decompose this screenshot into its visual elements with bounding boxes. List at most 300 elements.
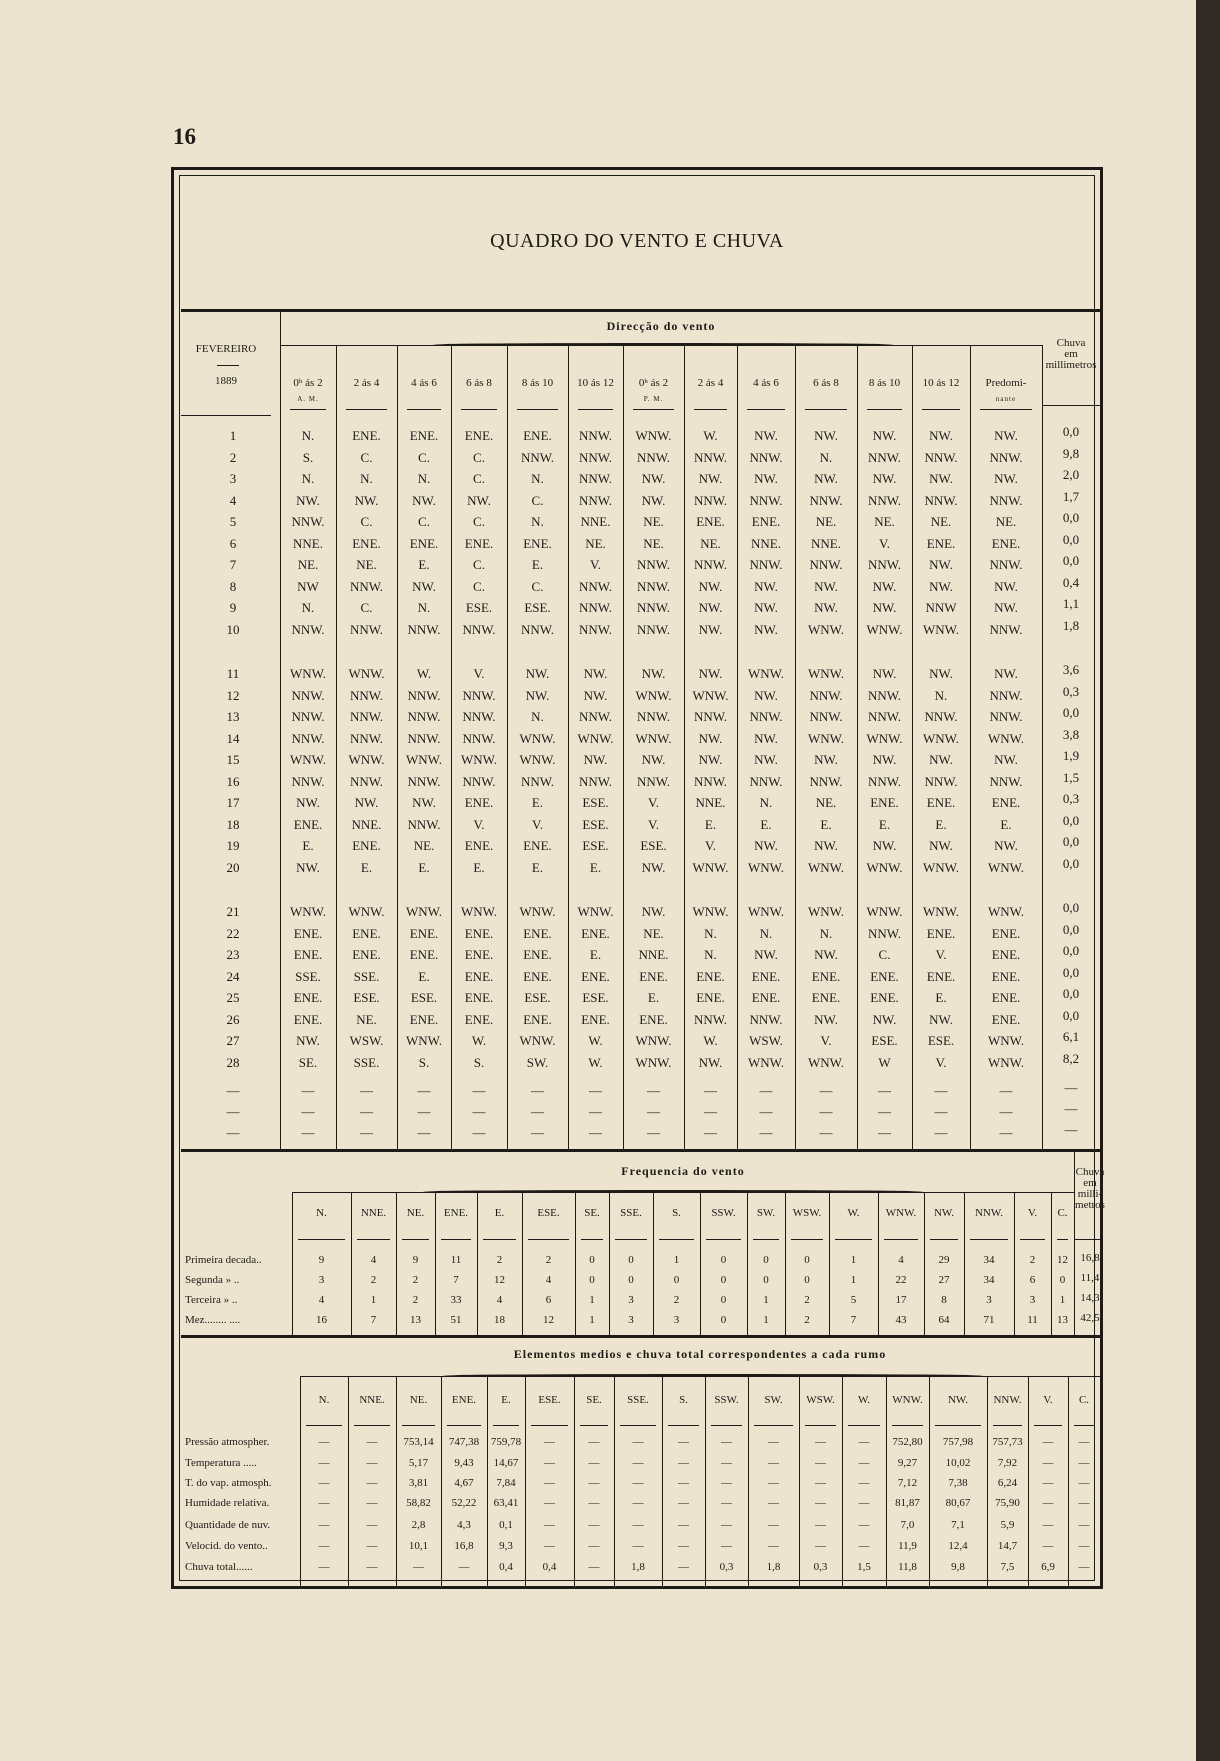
direction-cell: NW. [698,621,723,637]
empty-dash: — [360,1125,373,1140]
day-number: 3 [229,471,237,486]
elements-cell: — [366,1436,378,1448]
direction-cell: NE. [643,535,664,551]
direction-cell: NNW. [867,687,902,703]
elements-cell: 14,7 [997,1540,1018,1552]
frequency-cell: 13 [410,1314,421,1326]
direction-cell: WNW. [635,428,672,443]
elements-cell: — [678,1540,689,1552]
frequency-cell: 2 [496,1254,503,1266]
frequency-cell: 2 [370,1274,377,1286]
elements-cell: — [768,1477,779,1489]
direction-cell: ENE. [523,535,552,551]
frequency-column-header: WSW. [792,1207,822,1219]
elements-cell: 0,4 [542,1561,557,1573]
frequency-cell: 7 [850,1314,857,1326]
section-rule [181,1149,1100,1152]
direction-cell: C. [418,514,430,529]
day-number: 1 [229,428,237,443]
direction-cell: ENE. [409,428,439,443]
direction-cell: NE. [643,514,664,529]
direction-cell: NNW. [636,449,671,465]
direction-cell: ENE. [991,947,1021,962]
direction-cell: NNE. [695,795,726,810]
direction-cell: WNW. [692,859,729,875]
direction-cell: ENE. [523,947,552,962]
elements-cell: 7,12 [897,1477,918,1489]
direction-cell: ENE. [464,1011,494,1027]
empty-dash: — [999,1125,1013,1140]
empty-dash: — [472,1104,486,1119]
direction-cell: WNW. [748,859,784,875]
direction-cell: C. [360,514,373,529]
direction-cell: ENE. [696,968,725,984]
header-underline [407,409,441,410]
direction-cell: NNW. [578,773,613,789]
column-rule [912,345,913,1149]
direction-cell: NW. [872,752,897,767]
day-number: 23 [226,947,240,962]
direction-cell: NW. [929,471,953,486]
direction-cell: NNW. [749,773,783,789]
direction-cell: ESE. [524,600,551,615]
frequency-cell: 43 [895,1314,907,1326]
frequency-cell: 9 [412,1254,419,1266]
direction-cell: NW. [754,578,778,594]
direction-cell: WNW. [923,859,959,875]
header-underline [461,409,497,410]
direction-cell: ENE. [352,535,381,551]
elements-cell: — [1078,1540,1090,1552]
direction-cell: NNW. [407,773,441,789]
elements-cell: 757,98 [942,1436,974,1448]
elements-row-label: Velocid. do vento.. [185,1540,268,1552]
direction-cell: NE. [700,535,721,551]
header-underline [620,1425,656,1426]
direction-cell: NW. [354,795,379,810]
elements-cell: — [632,1457,644,1469]
month-label: FEVEREIRO [195,343,257,355]
elements-cell: — [858,1457,870,1469]
frequency-row-label: Terceira » .. [185,1294,238,1306]
rain-cell: 0,4 [1062,574,1080,590]
elements-cell: — [1078,1519,1090,1531]
direction-cell: WNW. [988,1054,1024,1070]
direction-cell: NNW. [291,621,325,637]
direction-cell: N. [759,795,773,810]
direction-cell: NW. [698,1054,723,1070]
direction-cell: ENE. [409,1011,439,1027]
direction-cell: WNW. [923,730,959,746]
direction-cell: C. [473,557,485,572]
elements-cell: — [1042,1497,1054,1509]
day-number: 6 [229,535,237,551]
direction-cell: NNW. [809,557,843,572]
header-underline [441,1239,471,1240]
day-number: 15 [226,752,240,767]
direction-cell: WNW. [635,687,672,703]
table-frame [171,167,1103,1589]
empty-dash: — [472,1083,486,1098]
day-number: 10 [226,621,240,637]
direction-cell: ENE. [409,535,439,551]
frequency-cell: 1 [370,1294,377,1306]
direction-cell: E. [704,816,717,832]
elements-column-header: ENE. [451,1394,477,1406]
frequency-cell: 1 [763,1294,769,1306]
header-underline [633,409,674,410]
elements-column-header: S. [679,1394,688,1406]
header-underline [615,1239,647,1240]
direction-cell: WNW. [988,904,1024,919]
rain-cell: 0,0 [1062,964,1080,980]
direction-cell: WNW. [348,666,385,681]
elements-cell: — [318,1519,330,1531]
empty-dash: — [759,1104,773,1119]
elements-cell: 3,81 [408,1477,429,1489]
empty-dash: — [531,1083,544,1098]
direction-cell: E. [589,859,602,875]
direction-cell: E. [589,947,602,962]
direction-cell: NW. [872,1011,897,1027]
direction-cell: WNW. [923,904,959,919]
direction-cell: NW. [641,471,666,486]
direction-cell: NNW. [867,925,902,941]
frequency-column-header: NW. [933,1207,955,1219]
direction-cell: NNW. [462,709,496,724]
empty-dash: — [417,1125,431,1140]
direction-cell: NW. [814,752,838,767]
direction-cell: ENE. [523,968,552,984]
rain-cell: 0,0 [1062,812,1080,828]
elements-cell: — [1042,1457,1054,1469]
header-underline [493,1425,519,1426]
elements-cell: — [632,1540,644,1552]
empty-dash: — [999,1083,1013,1098]
direction-cell: NW. [814,428,838,443]
frequency-column-header: SW. [756,1207,776,1219]
direction-cell: ENE. [464,838,494,853]
direction-cell: NNW. [809,709,843,724]
elements-cell: — [1078,1457,1090,1469]
direction-column-header: 10 ás 12 [922,377,960,389]
direction-cell: ENE. [926,925,956,941]
direction-cell: ENE. [811,968,841,984]
header-underline [290,409,326,410]
direction-cell: NNW. [867,492,902,508]
direction-column-header: 4 ás 6 [753,377,779,389]
frequency-cell: 3 [628,1294,634,1306]
rule [292,1192,1074,1193]
direction-cell: NW. [412,795,436,810]
direction-cell: WSW. [749,1033,783,1048]
frequency-cell: 13 [1057,1314,1068,1326]
direction-cell: WNW. [519,752,556,767]
elements-column-header: E. [501,1394,511,1406]
elements-cell: — [1078,1477,1090,1489]
column-rule [280,345,281,1149]
frequency-column-header: NNE. [360,1207,387,1219]
rule [300,1376,1100,1377]
direction-cell: NE. [585,535,606,551]
rain-cell: 3,8 [1062,726,1080,742]
direction-cell: NW. [525,666,550,681]
elements-cell: — [678,1561,689,1573]
day-number: 11 [226,666,240,681]
direction-cell: ENE. [352,428,381,443]
frequency-cell: 4 [545,1274,552,1286]
direction-cell: NNW. [636,773,671,789]
header-underline [517,409,558,410]
direction-cell: E. [935,990,947,1005]
direction-cell: N. [360,471,373,486]
direction-cell: WNW. [808,859,844,875]
header-underline [892,1425,923,1426]
direction-cell: N. [301,600,315,615]
rain-cell: 0,3 [1062,683,1080,699]
frequency-cell: 4 [496,1294,503,1306]
direction-cell: WNW. [290,752,326,767]
frequency-cell: 2 [673,1294,680,1306]
direction-cell: NE. [995,514,1017,529]
elements-column-header: ESE. [538,1394,561,1406]
frequency-cell: 71 [983,1314,995,1326]
rain-cell: 1,8 [1062,617,1080,633]
elements-cell: 9,3 [499,1540,513,1552]
empty-dash: — [647,1083,660,1098]
direction-cell: WNW. [808,621,844,637]
header-underline [922,409,960,410]
elements-cell: 16,8 [454,1540,474,1552]
rain-cell: 1,5 [1062,769,1080,785]
day-number: 24 [226,968,240,984]
header-underline [1074,1239,1100,1240]
direction-cell: NW. [994,752,1018,767]
frequency-cell: 0 [589,1274,595,1286]
direction-cell: NW. [754,600,778,615]
rain-cell: 2,0 [1062,467,1080,482]
direction-cell: NNW. [578,449,613,465]
empty-dash: — [589,1083,602,1098]
direction-cell: C. [473,449,485,465]
direction-cell: NNW. [291,514,325,529]
direction-cell: SSE. [353,1054,380,1070]
direction-cell: NW. [641,492,666,508]
elements-cell: — [458,1561,470,1573]
frequency-cell: 12 [1057,1254,1068,1266]
elements-cell: — [318,1457,330,1469]
frequency-cell: 1 [1059,1294,1066,1306]
empty-dash: — [878,1083,891,1098]
frequency-group-label: Frequencia do vento [621,1164,745,1178]
elements-cell: — [544,1540,555,1552]
direction-cell: NNW. [291,709,325,724]
direction-cell: WNW. [866,859,903,875]
direction-cell: WNW. [748,666,784,681]
rain-cell: 0,0 [1062,921,1080,937]
header-underline [580,1425,608,1426]
direction-cell: NNE. [293,535,323,551]
direction-cell: WNW. [519,730,556,746]
frequency-cell: 2 [412,1294,419,1306]
header-underline [884,1239,918,1240]
direction-cell: NNW. [989,449,1023,465]
header-underline [993,1425,1022,1426]
day-number: 17 [226,795,240,810]
direction-cell: N. [301,428,315,443]
header-underline [805,1425,836,1426]
direction-cell: E. [531,795,544,810]
year-label: 1889 [215,375,237,387]
elements-cell: — [768,1540,779,1552]
direction-cell: NW. [525,687,550,703]
elements-cell: — [588,1436,600,1448]
header-underline [402,1425,435,1426]
frequency-cell: 64 [938,1314,950,1326]
direction-cell: NNW. [693,1011,728,1027]
frequency-cell: 1 [763,1314,769,1326]
elements-cell: — [678,1436,689,1448]
frequency-rain-cell: 14,3 [1080,1292,1100,1304]
direction-cell: NNW. [291,687,325,703]
frequency-cell: 0 [720,1274,727,1286]
direction-cell: NNW. [924,773,958,789]
direction-cell: NNW. [636,557,671,572]
elements-column-header: SSE. [627,1394,649,1406]
elements-cell: 9,27 [897,1457,918,1469]
direction-cell: NW. [814,600,838,615]
direction-cell: ENE. [293,1011,323,1027]
elements-cell: — [721,1436,732,1448]
direction-cell: NNW. [809,773,843,789]
direction-cell: ENE. [464,968,494,984]
rain-cell: 0,0 [1062,834,1080,849]
elements-cell: — [413,1561,424,1573]
elements-cell: 4,3 [457,1519,471,1531]
direction-cell: W. [416,666,432,681]
direction-cell: NNW. [693,773,728,789]
column-rule [857,345,858,1149]
frequency-cell: 7 [370,1314,377,1326]
elements-cell: — [721,1519,732,1531]
direction-cell: NW. [698,752,723,767]
direction-cell: NW. [929,666,953,681]
label-dash [217,365,239,366]
direction-cell: NNW. [636,578,671,594]
direction-cell: NNW. [989,621,1023,637]
direction-cell: NNW. [693,557,728,572]
direction-cell: WNW. [748,1054,784,1070]
elements-cell: 757,73 [992,1436,1023,1448]
empty-dash: — [819,1125,833,1140]
rain-column-header: em [1064,348,1078,360]
empty-dash: — [704,1125,717,1140]
rain-column-header: millimetros [1045,359,1097,371]
rain-cell: 0,0 [1062,943,1080,958]
direction-cell: N. [704,947,717,962]
direction-cell: NW. [754,947,778,962]
frequency-cell: 0 [804,1274,810,1286]
empty-dash: — [999,1104,1013,1119]
empty-day-dash: — [226,1104,240,1119]
frequency-cell: 5 [850,1294,857,1306]
elements-cell: — [632,1519,644,1531]
direction-cell: ENE. [409,947,439,962]
direction-cell: E. [760,816,772,832]
frequency-cell: 34 [983,1254,995,1266]
elements-cell: 14,67 [493,1457,519,1469]
direction-cell: NW. [814,578,838,594]
direction-cell: NW. [994,666,1018,681]
header-underline [659,1239,694,1240]
frequency-cell: 0 [628,1274,634,1286]
direction-cell: E. [418,859,430,875]
direction-cell: WNW. [461,904,497,919]
elements-cell: — [721,1540,732,1552]
direction-cell: WSW. [349,1033,384,1048]
header-underline [935,1425,981,1426]
direction-cell: NW. [994,600,1018,615]
empty-dash: — [934,1125,948,1140]
frequency-column-header: SSE. [620,1207,642,1219]
direction-cell: ENE. [870,968,899,984]
header-underline [970,1239,1008,1240]
header-underline [1074,1425,1094,1426]
direction-cell: N. [531,514,544,529]
header-underline [711,1425,742,1426]
day-number: 8 [229,578,237,594]
direction-cell: S. [418,1054,430,1070]
frequency-cell: 3 [318,1274,325,1286]
elements-cell: — [1078,1561,1090,1573]
direction-cell: WNW. [348,752,385,767]
direction-cell: NNW. [291,773,325,789]
direction-cell: NNW. [520,449,555,465]
header-underline [791,1239,823,1240]
direction-cell: ENE. [352,947,381,962]
elements-cell: — [588,1497,600,1509]
elements-cell: 9,8 [951,1561,965,1573]
frequency-cell: 11 [450,1254,462,1266]
direction-cell: NE. [297,557,319,572]
header-underline [668,1425,699,1426]
column-rule [568,345,569,1149]
direction-cell: S. [302,449,314,465]
empty-dash: — [647,1125,660,1140]
frequency-cell: 16 [316,1314,327,1326]
elements-column-header: WNW. [892,1394,923,1406]
direction-column-header: 4 ás 6 [411,377,437,389]
direction-cell: ENE. [811,990,841,1005]
header-underline [930,1239,958,1240]
direction-cell: NNE. [751,535,781,551]
direction-column-header: 8 ás 10 [868,377,901,389]
column-rule [451,345,452,1149]
frequency-column-header: S. [672,1207,681,1219]
elements-cell: 5,17 [408,1457,429,1469]
empty-dash: — [472,1125,486,1140]
direction-cell: ENE. [751,990,781,1005]
header-underline [581,1239,603,1240]
elements-cell: 63,41 [493,1497,519,1509]
direction-cell: C. [360,600,373,615]
direction-cell: ENE. [991,535,1021,551]
direction-cell: NW. [296,859,320,875]
elements-cell: — [366,1457,378,1469]
frequency-row-label: Primeira decada.. [185,1254,262,1266]
elements-cell: — [588,1457,600,1469]
direction-cell: N. [934,687,948,703]
